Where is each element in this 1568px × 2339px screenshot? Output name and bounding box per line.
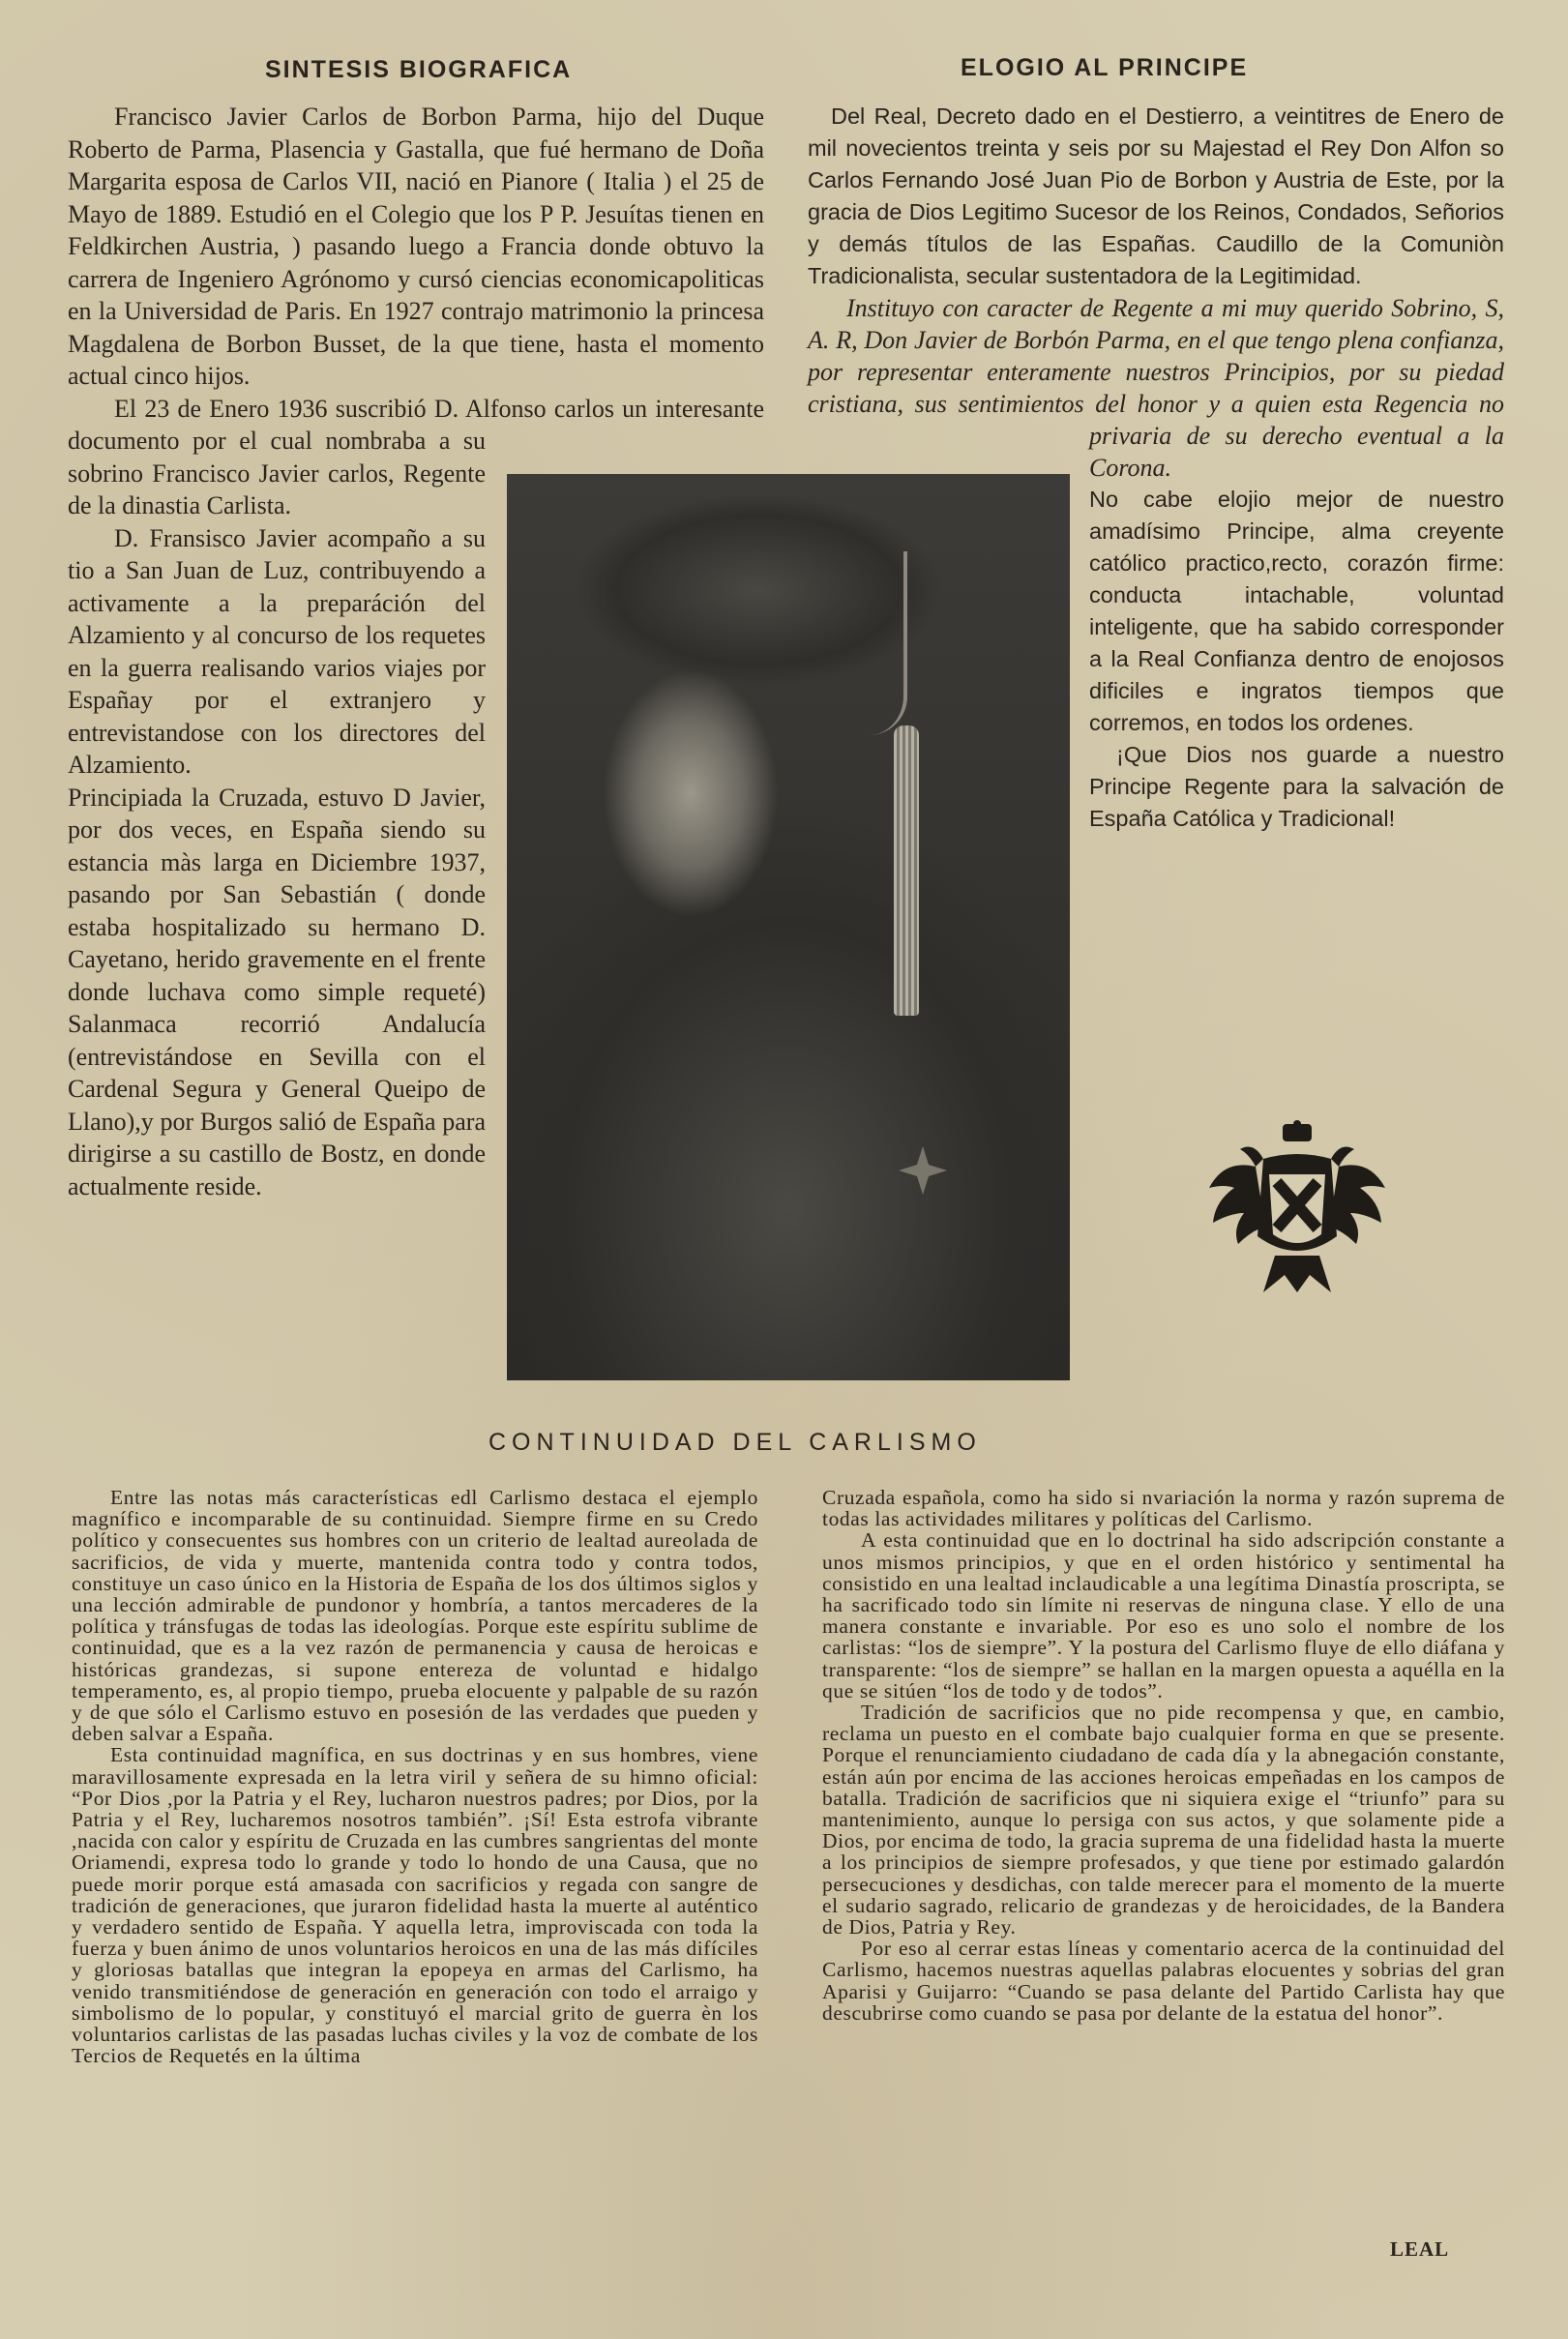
continuidad-paragraph: Entre las notas más características edl Carlismo destaca el ejemplo magnífico e incomparable de su continuidad. Siempre firme en su Credo político y consecuentes sus hombres con un criterio de lealtad aureolada de sacrificios, de vida y muerte, mantenida contra todo y contra todos, constituye un caso único en la Historia de España de los dos últimos siglos y una lección admirable de pundonor y hombría, a tantos mercaderes de la política y tránsfugas de todas las ideologías. Porque este espíritu sublime de continuidad, que es a la vez razón de permanencia y causa de heroicas e históricas grandezas, si supone entereza de voluntad e hidalgo temperamento, es, al propio tiempo, prueba elocuente y palpable de su razón y de que sólo el Carlismo estuvo en posesión de las verdades que pueden y deben salvar a España. [72, 1486, 758, 1746]
title-continuidad-del-carlismo: CONTINUIDAD DEL CARLISMO [488, 1429, 982, 1456]
elogio-paragraph: No cabe elojio mejor de nuestro amadísimo Principe, alma creyente católico practico,recto, corazón firme: conducta intachable, voluntad inteligente, que ha sabido corresponder a la Real Confianza dentro de enojosos dificiles e ingratos tiempos que corremos, en todos los ordenes. [1089, 487, 1504, 735]
biografia-paragraph: Francisco Javier Carlos de Borbon Parma, hijo del Duque Roberto de Parma, Plasencia y Gastalla, que fué hermano de Doña Margarita esposa de Carlos VII, nació en Pianore ( Italia ) el 25 de Mayo de 1889. Estudió en el Colegio que los P P. Jesuítas tienen en Feldkirchen Austria, ) pasando luego a Francia donde obtuvo la carrera de Ingeniero Agrónomo y cursó ciencias economicapoliticas en la Universidad de Paris. En 1927 contrajo matrimonio la princesa Magdalena de Borbon Busset, de la que tiene, hasta el momento actual cinco hijos. [68, 103, 764, 390]
continuidad-paragraph: Por eso al cerrar estas líneas y comentario acerca de la continuidad del Carlismo, hacemos nuestras aquellas palabras elocuentes y sobrias del gran Aparisi y Guijarro: “Cuando se pasa delante del Partido Carlista hay que descubrirse como cuando se pasa por delante de la estatua del honor”. [822, 1937, 1505, 2025]
biografia-paragraph: El 23 de Enero 1936 suscribió D. Alfonso carlos un interesante documento por el cual nombraba a su sobrino Francisco Javier carlos, Regente de la dinastia Carlista. [68, 394, 764, 519]
continuidad-right-column [822, 1487, 1505, 2024]
signature-leal: LEAL [1390, 2237, 1450, 2261]
elogio-column [808, 101, 1504, 1412]
continuidad-left-column [72, 1487, 758, 2066]
biografia-paragraph: Principiada la Cruzada, estuvo D Javier, por dos veces, en España siendo su estancia màs larga en Diciembre 1937, pasando por San Sebastián ( donde estaba hospitalizado su hermano D. Cayetano, herido gravemente en el frente donde luchava como simple requeté) Salanmaca recorrió Andalucía (entrevistándose en Sevilla con el Cardenal Segura y General Queipo de Llano),y por Burgos salió de España para dirigirse a su castillo de Bostz, en donde actualmente reside. [68, 783, 486, 1200]
continuidad-paragraph: Cruzada española, como ha sido si nvariación la norma y razón suprema de todas las actividades militares y políticas del Carlismo. [822, 1486, 1505, 1531]
title-elogio-al-principe: ELOGIO AL PRINCIPE [961, 54, 1249, 81]
biografia-paragraph: D. Fransisco Javier acompaño a su tio a San Juan de Luz, contribuyendo a activamente a la preparáción del Alzamiento y al concurso de los requetes en la guerra realisando varios viajes por Españay por el extranjero y entrevistandose con los directores del Alzamiento. [68, 523, 486, 779]
elogio-decreto: Del Real, Decreto dado en el Destierro, a veintitres de Enero de mil novecientos treinta y seis por su Majestad el Rey Don Alfon so Carlos Fernando José Juan Pio de Borbon y Austria de Este, por la gracia de Dios Legitimo Sucesor de los Reinos, Condados, Señorios y demás títulos de las Españas. Caudillo de la Comuniòn Tradicionalista, secular sustentadora de la Legitimidad. [808, 104, 1504, 288]
continuidad-paragraph: A esta continuidad que en lo doctrinal ha sido adscripción constante a unos mismos principios, y que en el orden histórico y sentimental ha consistido en una lealtad inclaudicable a una legítima Dinastía proscripta, se ha sacrificado todo sin límite ni reservas de ninguna clase. Y ello de una manera constante e invariable. Por eso es uno solo el nombre de los carlistas: “los de siempre”. Y la postura del Carlismo fluye de ello diáfana y transparente: “los de siempre” se hallan en la margen opuesta a aquélla en la que se sitúen “los de todo y de todos”. [822, 1528, 1505, 1702]
elogio-cita: Instituyo con caracter de Regente a mi muy querido Sobrino, S, A. R, Don Javier de Borbón Parma, en el que tengo plena confianza, por representar enteramente nuestros Principios, por su piedad cristiana, sus sentimientos del honor y a quien esta Regencia no privaria de su derecho eventual a la Corona. [808, 294, 1504, 482]
continuidad-paragraph: Esta continuidad magnífica, en sus doctrinas y en sus hombres, viene maravillosamente expresada en la letra viril y señera de su himno oficial: “Por Dios ,por la Patria y el Rey, lucharon nuestros padres; por Dios, por la Patria y el Rey, lucharemos nosotros también”. ¡Sí! Esta estrofa vibrante ,nacida con calor y espíritu de Cruzada en las cumbres sangrientas del monte Oriamendi, expresa todo lo grande y todo lo hondo de una Causa, que no puede morir porque está amasada con sacrificios y regada con sangre de tradición de generaciones, que juraron fidelidad hasta la muerte al auténtico y verdadero sentido de España. Y aquella letra, improviscada con toda la fuerza y buen ánimo de unos voluntarios heroicos en una de las más difíciles y gloriosas batallas que integran la epopeya en armas del Carlismo, ha venido transmitiéndose de generación en generación con todo el arraigo y simbolismo de lo popular, y constituyó el marcial grito de guerra èn los voluntarios carlistas de las pasadas luchas civiles y la voz de combate de los Tercios de Requetés en la última [72, 1743, 758, 2068]
double-headed-eagle-emblem [1205, 1120, 1389, 1296]
title-sintesis-biografica: SINTESIS BIOGRAFICA [265, 56, 573, 83]
elogio-cierre: ¡Que Dios nos guarde a nuestro Principe Regente para la salvación de España Católica y Tradicional! [1089, 742, 1504, 831]
continuidad-paragraph: Tradición de sacrificios que no pide recompensa y que, en cambio, reclama un puesto en el combate bajo cualquier forma en que se presente. Porque el renunciamiento ciudadano de cada día y la abnegación constante, están aún por encima de las acciones heroicas empeñadas en los campos de batalla. Tradición de sacrificios que ni siquiera exige el “triunfo” para su mantenimiento, aunque lo persiga con sus actos, y que solamente pide a Dios, por encima de todo, la gracia suprema de una fidelidad hasta la muerte a los principios de siempre profesados, y que tiene por estimado galardón persecuciones y desdichas, con talde merecer para el momento de la muerte el sudario sagrado, relicario de grandezas y de heroicidades, de la Bandera de Dios, Patria y Rey. [822, 1701, 1505, 1939]
